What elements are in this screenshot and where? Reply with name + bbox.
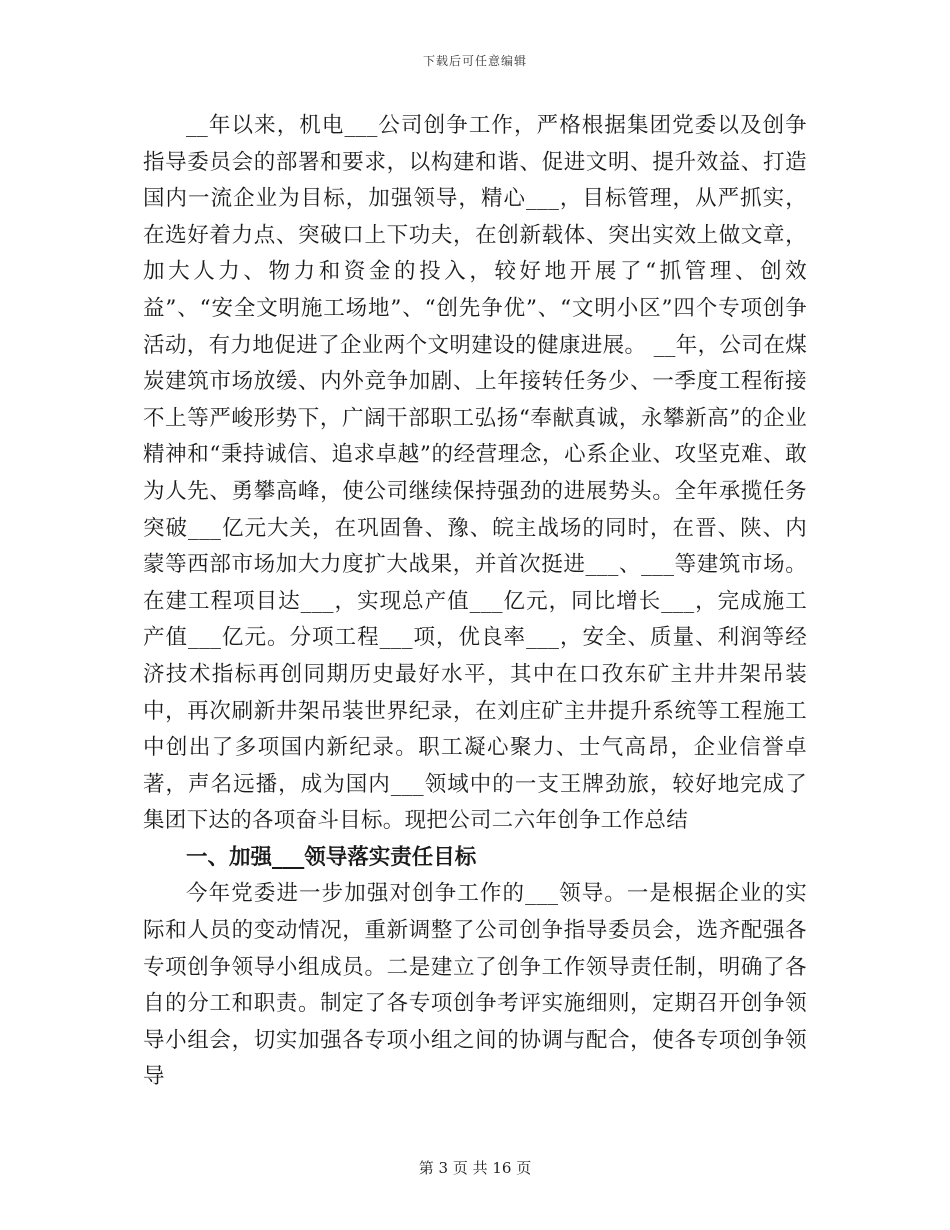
document-body [143,108,807,1096]
section-heading: 一、加强___领导落实责任目标 [186,844,477,870]
body-paragraph-1: __年以来，机电___公司创争工作，严格根据集团党委以及创争指导委员会的部署和要求，以构建和谐、促进文明、提升效益、打造国内一流企业为目标，加强领导，精心___，目标管理，从严抓实，在选好着力点、突破口上下功夫，在创新载体、突出实效上做文章，加大人力、物力和资金的投入，较好地开展了“抓管理、创效益”、“安全文明施工场地”、“创先争优”、“文明小区”四个专项创争活动，有力地促进了企业两个文明建设的健康进展。 __年，公司在煤炭建筑市场放缓、内外竞争加剧、上年接转任务少、一季度工程衔接不上等严峻形势下，广阔干部职工弘扬“奉献真诚，永攀新高”的企业精神和“秉持诚信、追求卓越”的经营理念，心系企业、攻坚克难、敢为人先、勇攀高峰，使公司继续保持强劲的进展势头。全年承揽任务突破___亿元大关，在巩固鲁、豫、皖主战场的同时，在晋、陕、内蒙等西部市场加大力度扩大战果，并首次挺进___、___等建筑市场。在建工程项目达___，实现总产值___亿元，同比增长___，完成施工产值___亿元。分项工程___项，优良率___，安全、质量、利润等经济技术指标再创同期历史最好水平，其中在口孜东矿主井井架吊装中，再次刷新井架吊装世界纪录，在刘庄矿主井提升系统等工程施工中创出了多项国内新纪录。职工凝心聚力、士气高昂，企业信誉卓著，声名远播，成为国内___领域中的一支王牌劲旅，较好地完成了集团下达的各项奋斗目标。现把公司二六年创争工作总结 [143,113,807,834]
page-header-note: 下载后可任意编辑 [422,54,527,68]
body-paragraph-2: 今年党委进一步加强对创争工作的___领导。一是根据企业的实际和人员的变动情况，重新调整了公司创争指导委员会，选齐配强各专项创争领导小组成员。二是建立了创争工作领导责任制，明确了各自的分工和职责。制定了各专项创争考评实施细则，定期召开创争领导小组会，切实加强各专项小组之间的协调与配合，使各专项创争领导 [143,881,807,1090]
page-number: 第 3 页 共 16 页 [418,1159,532,1177]
